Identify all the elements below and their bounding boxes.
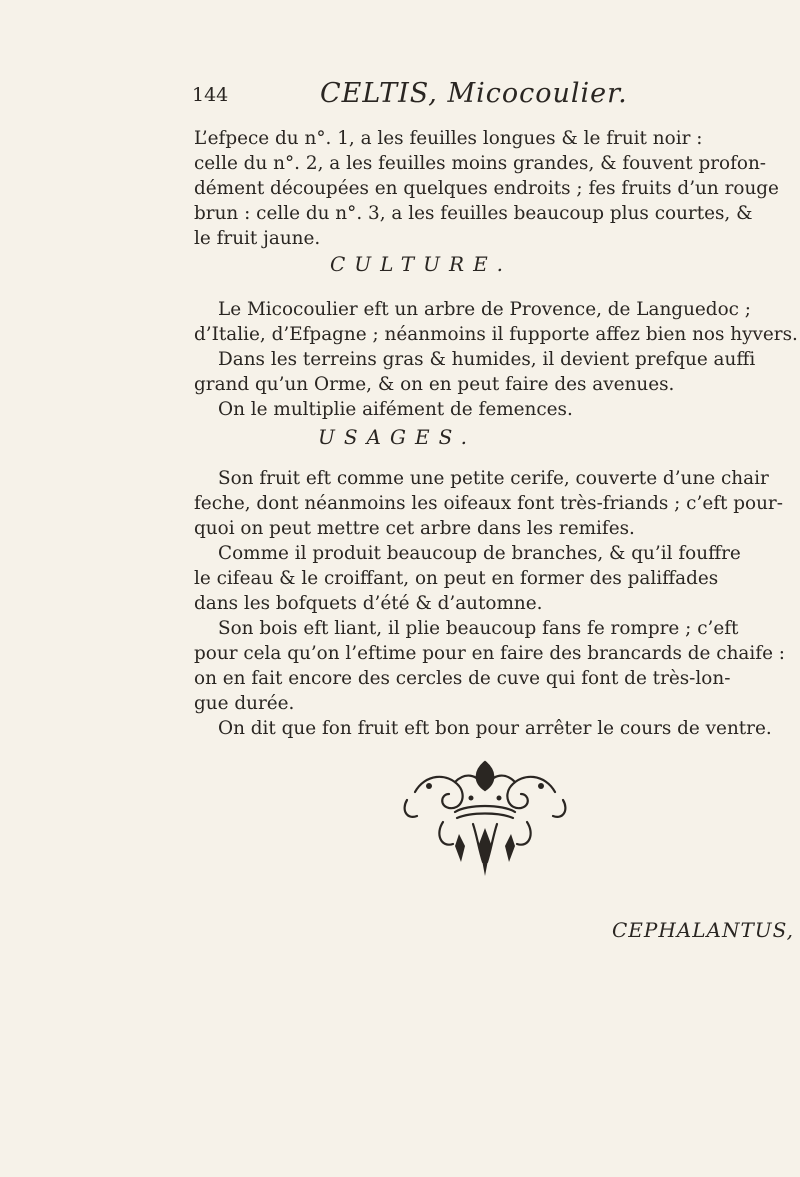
text-line: Le Micocoulier eft un arbre de Provence, de Languedoc ; [218,299,751,320]
text-line: brun : celle du n°. 3, a les feuilles beaucoup plus courtes, & [194,203,753,224]
text-line: feche, dont néanmoins les oifeaux font très-friands ; c’eft pour- [194,493,783,514]
text-line: le fruit jaune. [194,228,321,249]
usages-heading: USAGES. [318,425,476,449]
text-line: d’Italie, d’Efpagne ; néanmoins il fupporte affez bien nos hyvers. [194,324,798,345]
text-line: Comme il produit beaucoup de branches, & qu’il fouffre [218,543,741,564]
text-line: gue durée. [194,693,295,714]
text-line: celle du n°. 2, a les feuilles moins grandes, & fouvent profon- [194,153,767,174]
text-line: grand qu’un Orme, & on en peut faire des avenues. [194,374,675,395]
text-line: L’efpece du n°. 1, a les feuilles longues & le fruit noir : [194,128,703,149]
page-number: 144 [192,84,229,106]
intro-paragraph [194,126,794,251]
text-line: on en fait encore des cercles de cuve qui font de très-lon- [194,668,731,689]
text-line: Dans les terreins gras & humides, il devient prefque auffi [218,349,756,370]
culture-section [194,297,798,422]
usages-section [194,466,794,741]
text-line: Son bois eft liant, il plie beaucoup fans fe rompre ; c’eft [218,618,739,639]
text-line: le cifeau & le croiffant, on peut en former des paliffades [194,568,719,589]
page-header [0,78,800,118]
floral-tailpiece-icon [395,752,575,884]
text-line: quoi on peut mettre cet arbre dans les remifes. [194,518,635,539]
running-title: CELTIS, Micocoulier. [320,78,628,109]
text-line: Son fruit eft comme une petite cerife, couverte d’une chair [218,468,769,489]
text-line: pour cela qu’on l’eftime pour en faire des brancards de chaife : [194,643,786,664]
text-line: On dit que fon fruit eft bon pour arrêter le cours de ventre. [218,718,772,739]
catchword: CEPHALANTUS, [612,918,795,942]
text-line: On le multiplie aifément de femences. [218,399,573,420]
text-line: dans les bofquets d’été & d’automne. [194,593,543,614]
text-line: dément découpées en quelques endroits ; fes fruits d’un rouge [194,178,779,199]
culture-heading: CULTURE. [330,252,513,276]
